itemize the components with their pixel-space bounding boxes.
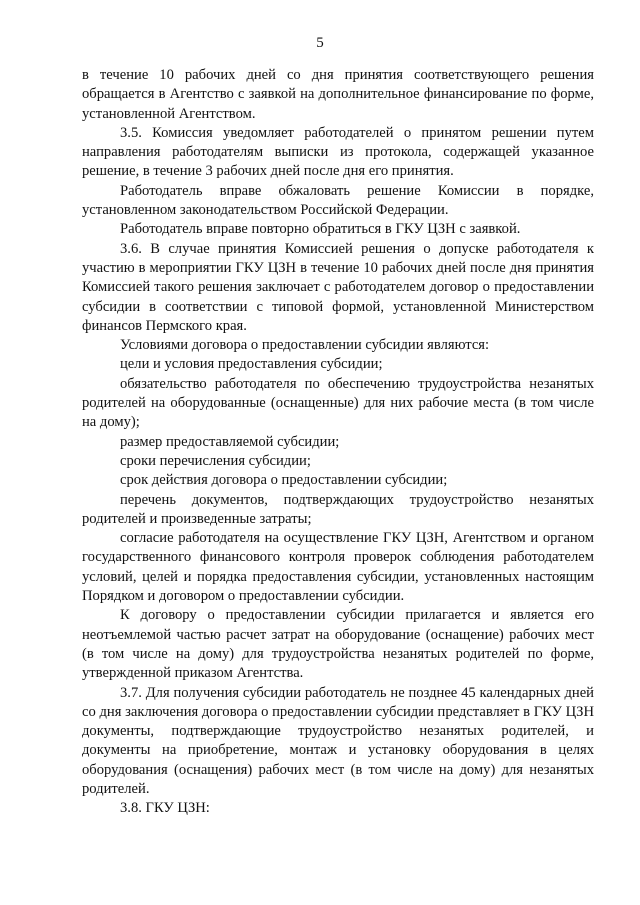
list-item-audit-consent: согласие работодателя на осуществление ГКУ ЦЗН, Агентством и органом государственного финансового контроля проверок соблюдения работодателем условий, целей и порядка предоставления субсидии, установленных настоящим Порядком и договором о предоставлении субсидии. [82,530,594,605]
list-item-employment-obligation: обязательство работодателя по обеспечению трудоустройства незанятых родителей на оборудованные (оснащенные) для них рабочие места (в том числе на дому); [82,375,594,431]
paragraph-cost-calculation-annex: К договору о предоставлении субсидии прилагается и является его неотъемлемой частью расчет затрат на оборудование (оснащение) рабочих мест (в том числе на дому) для трудоустройства незанятых родителей по форме, утвержденной приказом Агентства. [82,607,594,682]
list-item-documents-list: перечень документов, подтверждающих трудоустройство незанятых родителей и произведенные затраты; [82,491,594,527]
list-item-goals: цели и условия предоставления субсидии; [120,356,383,373]
paragraph-3-6: 3.6. В случае принятия Комиссией решения о допуске работодателя к участию в мероприятии ГКУ ЦЗН в течение 10 рабочих дней после дня принятия Комиссией такого решения заключает с работодателем договор о предоставлении субсидии в соответствии с типовой формой, установленной Министерством финансов Пермского края. [82,240,594,334]
list-item-subsidy-amount: размер предоставляемой субсидии; [120,433,340,450]
paragraph-3-8: 3.8. ГКУ ЦЗН: [120,800,210,817]
paragraph-continuation-3-4: в течение 10 рабочих дней со дня принятия соответствующего решения обращается в Агентство с заявкой на дополнительное финансирование по форме, установленной Агентством. [82,67,594,122]
paragraph-contract-conditions-intro: Условиями договора о предоставлении субсидии являются: [120,337,490,354]
paragraph-3-5: 3.5. Комиссия уведомляет работодателей о принятом решении путем направления работодателям выписки из протокола, содержащей указанное решение, в течение 3 рабочих дней после дня его принятия. [82,124,594,180]
list-item-transfer-terms: сроки перечисления субсидии; [120,452,311,469]
paragraph-3-7: 3.7. Для получения субсидии работодатель не позднее 45 календарных дней со дня заключения договора о предоставлении субсидии представляет в ГКУ ЦЗН документы, подтверждающие трудоустройство незанятых родителей, и документы на приобретение, монтаж и установку оборудования в целях оборудования (оснащения) рабочих мест (в том числе на дому) для незанятых родителей. [82,684,594,797]
page-number: 5 [316,35,324,51]
document-body [82,66,594,819]
paragraph-appeal-right: Работодатель вправе обжаловать решение Комиссии в порядке, установленном законодательством Российской Федерации. [82,182,594,219]
list-item-contract-duration: срок действия договора о предоставлении субсидии; [120,472,448,489]
paragraph-reapply-right: Работодатель вправе повторно обратиться в ГКУ ЦЗН с заявкой. [120,221,521,238]
